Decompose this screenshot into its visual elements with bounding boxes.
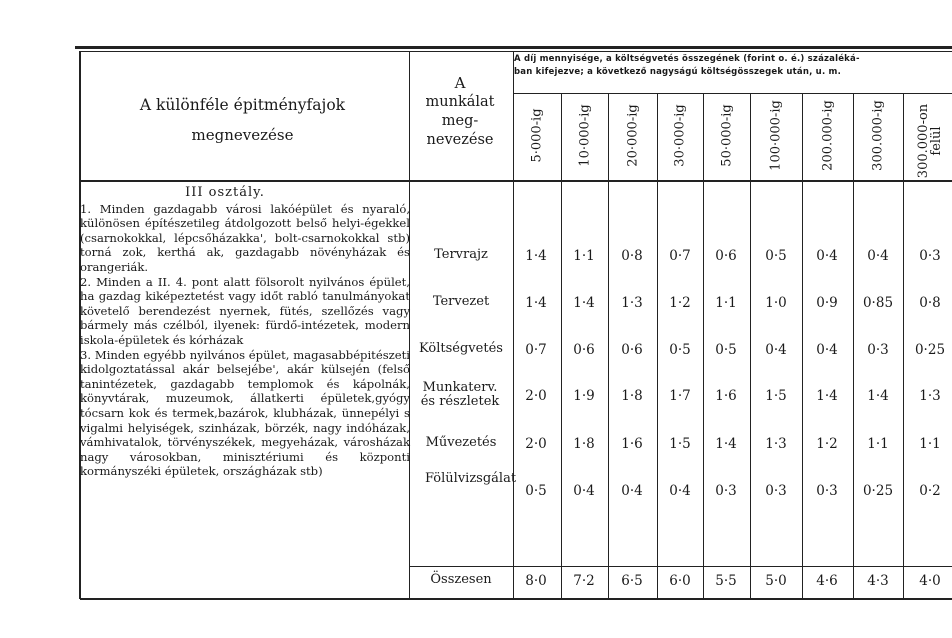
work-column-header (410, 74, 510, 150)
rate-value: 1·1 (867, 436, 889, 452)
rate-value: 1·2 (669, 295, 691, 311)
amount-header-line1: A díj mennyisége, a költségvetés összegének (forint o. é.) százaléká- (514, 54, 860, 64)
total-value: 5·5 (715, 573, 737, 589)
rate-value: 0·8 (919, 295, 941, 311)
rate-value: 1·4 (525, 248, 547, 264)
rate-value: 0·3 (919, 248, 941, 264)
rate-value: 0·6 (621, 342, 643, 358)
bracket-header: 10·000-ig (577, 104, 593, 167)
type-header-line1: A különféle épitményfajok (139, 96, 346, 114)
total-value: 5·0 (765, 573, 787, 589)
work-header-line: munkálat (425, 94, 495, 110)
total-value: 4·6 (816, 573, 838, 589)
rate-value: 0·3 (765, 483, 787, 499)
rate-value: 0·8 (621, 248, 643, 264)
bracket-header: 300.000-ig (870, 100, 886, 171)
rate-value: 0·3 (867, 342, 889, 358)
rate-value: 1·8 (573, 436, 595, 452)
rate-value: 1·3 (919, 388, 941, 404)
total-value: 4·3 (867, 573, 889, 589)
rate-value: 1·1 (715, 295, 737, 311)
work-label: Költségvetés (419, 341, 503, 356)
table-top-rule (75, 46, 952, 49)
work-label: Művezetés (425, 435, 497, 450)
work-label: Tervrajz (434, 247, 488, 262)
type-header-line2: megnevezése (191, 126, 294, 144)
category-paragraph: 2. Minden a II. 4. pont alatt fölsorolt nyilvános épület, ha gazdag kiképeztetést vagy időt rabló tanulmányokat követelő berendezést nyernek, fütés, szellőzés vagy bármely más czélból, ilyenek: fürdő-intézetek, modern iskola-épületek és kórházak (80, 274, 410, 347)
bracket-header: 20·000-ig (625, 104, 641, 167)
rate-value: 0·4 (669, 483, 691, 499)
bracket-header: 30·000-ig (672, 104, 688, 167)
amount-header-line2: ban kifejezve; a következő nagyságú költségösszegek után, u. m. (514, 67, 842, 77)
total-value: 8·0 (525, 573, 547, 589)
bracket-header: 300.000-on felül (916, 103, 944, 179)
class-title: III osztály. (185, 185, 265, 200)
category-description (80, 186, 410, 479)
rate-value: 1·0 (765, 295, 787, 311)
rate-value: 0·9 (816, 295, 838, 311)
rate-value: 0·85 (862, 295, 894, 311)
rate-value: 1·4 (573, 295, 595, 311)
rate-value: 1·1 (573, 248, 595, 264)
rate-value: 1·4 (816, 388, 838, 404)
rate-value: 1·5 (669, 436, 691, 452)
total-label: Összesen (430, 572, 492, 587)
work-label: Tervezet (432, 294, 490, 309)
bracket-header: 100·000-ig (768, 100, 784, 171)
rate-value: 1·4 (525, 295, 547, 311)
work-header-line: nevezése (426, 132, 494, 148)
category-paragraph: 3. Minden egyébb nyilvános épület, magasabbépitészeti kidolgoztatással akár belsejébe', akár külsején (felső tanintézetek, gazdagabb templomok és kápolnák, könyvtárak, muzeumok, állatkerti épületek,gyógy tócsarn kok és termek,bazárok, klubházak, ünnepélyi s vigalmi helyiségek, szinházak, börzék, nagy indóházak, vámhivatalok, törvényszékek, megyeházak, városházak nagy városokban, minisztériumi és központi kormányszéki épületek, országházak stb) (80, 347, 410, 479)
rate-value: 1·4 (867, 388, 889, 404)
rate-value: 1·5 (765, 388, 787, 404)
rate-value: 0·4 (816, 248, 838, 264)
total-value: 4·0 (919, 573, 941, 589)
bracket-header: 200.000-ig (820, 100, 836, 171)
rate-value: 1·2 (816, 436, 838, 452)
amount-column-header (514, 53, 950, 79)
rate-value: 1·4 (715, 436, 737, 452)
rate-value: 0·6 (573, 342, 595, 358)
rate-value: 0·4 (573, 483, 595, 499)
total-value: 6·0 (669, 573, 691, 589)
bracket-header: 5·000-ig (529, 108, 545, 163)
rate-value: 0·25 (862, 483, 894, 499)
rate-value: 2·0 (525, 436, 547, 452)
rate-value: 1·3 (765, 436, 787, 452)
rate-value: 1·1 (919, 436, 941, 452)
rate-value: 1·9 (573, 388, 595, 404)
rate-value: 0·3 (715, 483, 737, 499)
rate-value: 0·4 (765, 342, 787, 358)
category-paragraph: 1. Minden gazdagabb városi lakóépület és nyaraló, különösen építészetileg átdolgozott belső helyi-égekkel (csarnokokkal, lépcsőházakka', bolt-csarnokokkal stb) torná zok, kerthá ak, gazdagabb növényházak és orangeriák. (80, 201, 410, 274)
rate-value: 2·0 (525, 388, 547, 404)
rate-value: 0·4 (816, 342, 838, 358)
rate-value: 0·5 (525, 483, 547, 499)
work-label: Munkaterv. és részletek (420, 380, 500, 409)
work-header-line: A (454, 74, 466, 92)
work-label: Fölülvizsgálat (425, 471, 517, 486)
total-value: 6·5 (621, 573, 643, 589)
work-header-line: meg- (441, 113, 479, 129)
rate-value: 0·3 (816, 483, 838, 499)
total-value: 7·2 (573, 573, 595, 589)
rate-value: 0·4 (867, 248, 889, 264)
col-divider-work (513, 51, 514, 599)
rate-value: 1·6 (715, 388, 737, 404)
bracket-header: 50·000-ig (719, 104, 735, 167)
rate-value: 0·25 (914, 342, 946, 358)
rate-value: 0·5 (765, 248, 787, 264)
rate-value: 0·7 (525, 342, 547, 358)
table-bottom-rule (80, 598, 952, 600)
table-inner-top-rule (80, 51, 952, 52)
rate-value: 0·7 (669, 248, 691, 264)
rate-value: 1·7 (669, 388, 691, 404)
rate-value: 1·6 (621, 436, 643, 452)
total-row-rule (410, 566, 952, 567)
rate-value: 0·6 (715, 248, 737, 264)
rate-value: 1·8 (621, 388, 643, 404)
rate-value: 0·4 (621, 483, 643, 499)
rate-value: 0·5 (669, 342, 691, 358)
rate-value: 1·3 (621, 295, 643, 311)
rate-value: 0·2 (919, 483, 941, 499)
rate-value: 0·5 (715, 342, 737, 358)
type-column-header (80, 90, 405, 150)
